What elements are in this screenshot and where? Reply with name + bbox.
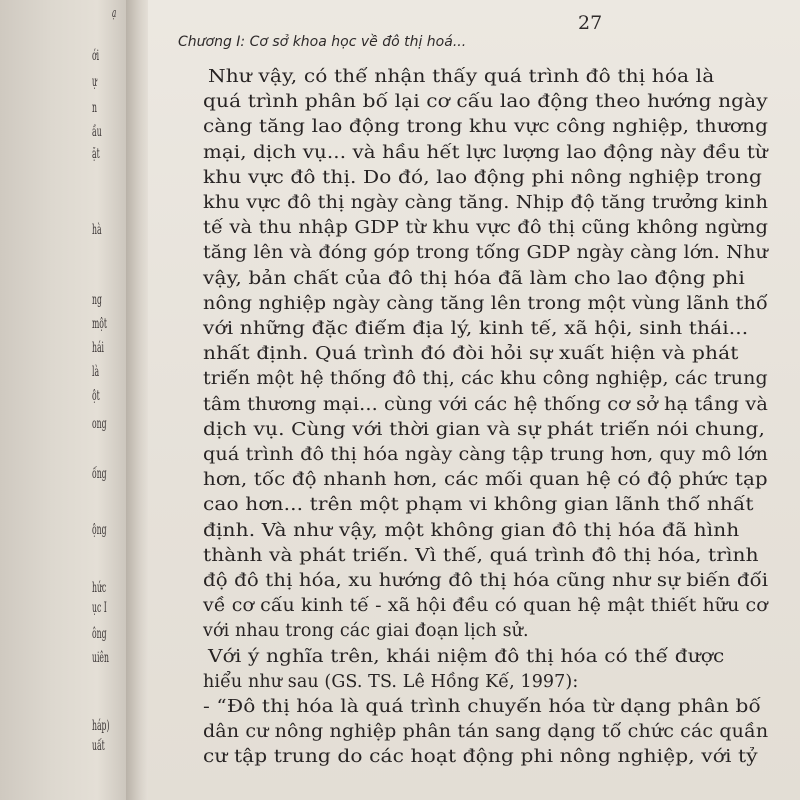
text-line: về cơ cấu kinh tế - xã hội đều có quan hệ mật thiết hữu cơ <box>203 596 768 617</box>
text-line: tâm thương mại... cùng với các hệ thống cơ sở hạ tầng và <box>203 394 768 415</box>
left-margin-fragment: hà <box>92 222 102 238</box>
left-margin-fragment: ộng <box>92 522 107 538</box>
text-line: quá trình đô thị hóa ngày càng tập trung hơn, quy mô lớn <box>203 445 769 465</box>
left-margin-fragment: là <box>92 364 100 380</box>
left-margin-fragment: ầu <box>92 124 102 140</box>
left-margin-fragment: háp) <box>92 718 110 734</box>
left-margin-fragment: ặt <box>92 146 100 162</box>
text-line: khu vực đô thị. Do đó, lao động phi nông nghiệp trong <box>203 167 763 188</box>
text-line: hơn, tốc độ nhanh hơn, các mối quan hệ có độ phức tạp <box>203 470 768 491</box>
text-line: tăng lên và đóng góp trong tổng GDP ngày càng lớn. Như <box>203 243 768 264</box>
text-line: dịch vụ. Cùng với thời gian và sự phát triển nói chung, <box>203 419 766 440</box>
text-line: Với ý nghĩa trên, khái niệm đô thị hóa có thể được <box>208 646 725 667</box>
text-line: dân cư nông nghiệp phân tán sang dạng tổ chức các quần <box>203 722 769 743</box>
text-line: triển một hệ thống đô thị, các khu công nghiệp, các trung <box>203 369 768 390</box>
left-margin-fragment: ong <box>92 416 107 432</box>
text-line: cao hơn... trên một phạm vi không gian lãnh thổ nhất <box>203 495 754 516</box>
text-line: cư tập trung do các hoạt động phi nông nghiệp, với tỷ <box>203 747 758 768</box>
right-page <box>148 0 800 800</box>
text-line: nhất định. Quá trình đó đòi hỏi sự xuất hiện và phát <box>203 344 739 365</box>
text-line: với nhau trong các giai đoạn lịch sử. <box>203 621 529 642</box>
text-line: thành và phát triển. Vì thế, quá trình đô thị hóa, trình <box>203 545 759 566</box>
left-margin-fragment: ạ <box>112 6 117 21</box>
text-line: nông nghiệp ngày càng tăng lên trong một vùng lãnh thổ <box>203 293 768 314</box>
left-margin-fragment: ột <box>92 388 100 404</box>
text-line: hiểu như sau (GS. TS. Lê Hồng Kế, 1997): <box>203 671 579 692</box>
text-line: định. Và như vậy, một không gian đô thị hóa đã hình <box>203 520 740 541</box>
left-margin-fragment: ục I <box>92 600 107 616</box>
text-line: vậy, bản chất của đô thị hóa đã làm cho lao động phi <box>203 268 745 289</box>
left-margin-fragment: ống <box>92 466 107 482</box>
page-number: 27 <box>578 12 603 34</box>
text-line: mại, dịch vụ... và hầu hết lực lượng lao động này đều từ <box>203 142 768 163</box>
left-margin-fragment: n <box>92 100 97 116</box>
running-head: Chương I: Cơ sở khoa học về đô thị hoá... <box>178 34 467 50</box>
left-page-edge <box>0 0 130 800</box>
left-margin-fragment: ng <box>92 292 102 308</box>
text-line: với những đặc điểm địa lý, kinh tế, xã hội, sinh thái... <box>203 319 749 339</box>
book-gutter <box>126 0 148 800</box>
text-line: Như vậy, có thể nhận thấy quá trình đô thị hóa là <box>208 67 715 87</box>
left-margin-fragment: ự <box>92 74 97 90</box>
left-margin-fragment: ới <box>92 48 100 64</box>
text-line: quá trình phân bố lại cơ cấu lao động theo hướng ngày <box>203 92 768 113</box>
text-line: càng tăng lao động trong khu vực công nghiệp, thương <box>203 117 769 138</box>
text-line: tế và thu nhập GDP từ khu vực đô thị cũng không ngừng <box>203 218 769 239</box>
left-margin-fragment: hức <box>92 580 107 596</box>
left-margin-fragment: uất <box>92 738 105 754</box>
left-margin-fragment: một <box>92 316 108 332</box>
text-line: - “Đô thị hóa là quá trình chuyển hóa từ dạng phân bố <box>203 697 761 717</box>
left-margin-fragment: hái <box>92 340 105 356</box>
left-margin-fragment: uiên <box>92 650 109 666</box>
left-margin-fragment: ông <box>92 626 107 642</box>
text-line: khu vực đô thị ngày càng tăng. Nhịp độ tăng trưởng kinh <box>203 193 769 213</box>
text-line: độ đô thị hóa, xu hướng đô thị hóa cũng như sự biến đổi <box>203 571 769 591</box>
